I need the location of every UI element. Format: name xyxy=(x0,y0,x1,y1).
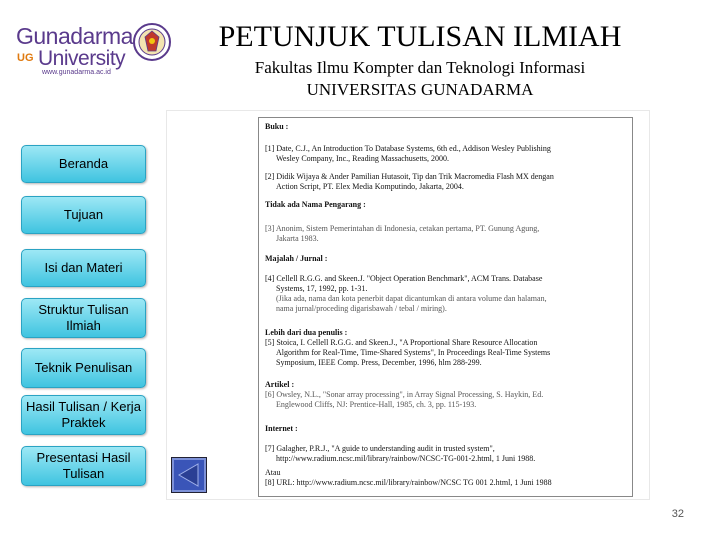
page-title: PETUNJUK TULISAN ILMIAH xyxy=(218,20,622,53)
nav-tujuan-button[interactable] xyxy=(21,196,146,234)
reference-line: Atau xyxy=(265,468,281,477)
section-heading: Majalah / Jurnal : xyxy=(265,254,328,263)
reference-line: [1] Date, C.J., An Introduction To Database Systems, 6th ed., Addison Wesley Publishing xyxy=(265,144,551,153)
nav-label: Teknik Penulisan xyxy=(34,360,133,375)
reference-line: Wesley Company, Inc., Reading Massachusetts, 2000. xyxy=(276,154,450,163)
section-heading: Internet : xyxy=(265,424,298,433)
reference-line: Jakarta 1983. xyxy=(276,234,319,243)
reference-line: [8] URL: http://www.radium.ncsc.mil/library/rainbow/NCSC TG 001 2.html, 1 Juni 1988 xyxy=(265,478,552,487)
nav-isi-dan-materi-button[interactable] xyxy=(21,249,146,287)
reference-line: nama jurnal/proceding digarisbawah / tebal / miring). xyxy=(276,304,447,313)
reference-document xyxy=(258,117,633,497)
section-heading: Lebih dari dua penulis : xyxy=(265,328,348,337)
logo-line2: University xyxy=(38,47,126,70)
university-seal-icon xyxy=(132,22,172,62)
nav-presentasi-hasil-tulisan-button[interactable] xyxy=(21,446,146,486)
section-heading: Buku : xyxy=(265,122,289,131)
nav-beranda-button[interactable] xyxy=(21,145,146,183)
nav-hasil-tulisan-button[interactable] xyxy=(21,395,146,435)
nav-struktur-tulisan-ilmiah-button[interactable] xyxy=(21,298,146,338)
reference-line: [3] Anonim, Sistem Pemerintahan di Indonesia, cetakan pertama, PT. Gunung Agung, xyxy=(265,224,540,233)
reference-line: [7] Galagher, P.R.J., "A guide to understanding audit in trusted system", xyxy=(265,444,495,453)
reference-line: Englewood Cliffs, NJ: Prentice-Hall, 1985, ch. 3, pp. 115-193. xyxy=(276,400,477,409)
reference-line: Systems, 17, 1992, pp. 1-31. xyxy=(276,284,368,293)
page-number: 32 xyxy=(671,508,684,520)
reference-line: [6] Owsley, N.L., "Sonar array processing", in Array Signal Processing, S. Haykin, Ed. xyxy=(265,390,544,399)
logo-line1: Gunadarma xyxy=(16,23,133,49)
nav-label: Struktur Tulisan Ilmiah xyxy=(38,302,129,333)
section-heading: Artikel : xyxy=(265,380,295,389)
reference-line: (Jika ada, nama dan kota penerbit dapat dicantumkan di antara volume dan halaman, xyxy=(276,294,547,303)
section-heading: Tidak ada Nama Pengarang : xyxy=(265,200,366,209)
reference-line: [5] Stoica, I. Cellell R.G.G. and Skeen.J., "A Proportional Share Resource Allocation xyxy=(265,338,538,347)
nav-label: Beranda xyxy=(58,156,109,171)
content-frame xyxy=(166,110,650,500)
reference-line: [4] Cellell R.G.G. and Skeen.J. "Object Operation Benchmark", ACM Trans. Database xyxy=(265,274,543,283)
page-subtitle: Fakultas Ilmu Kompter dan Teknologi Informasi xyxy=(254,58,586,77)
nav-label: Isi dan Materi xyxy=(44,260,123,275)
nav-label: Tujuan xyxy=(63,207,104,222)
logo-ug: UG xyxy=(17,52,34,64)
gunadarma-logo xyxy=(14,18,164,80)
logo-url: www.gunadarma.ac.id xyxy=(42,69,111,76)
nav-teknik-penulisan-button[interactable] xyxy=(21,348,146,388)
reference-line: [2] Didik Wijaya & Ander Pamilian Hutasoit, Tip dan Trik Macromedia Flash MX dengan xyxy=(265,172,554,181)
nav-label: Presentasi Hasil Tulisan xyxy=(36,450,131,481)
page-subtitle-university: UNIVERSITAS GUNADARMA xyxy=(306,80,534,99)
reference-line: Action Script, PT. Elex Media Komputindo, Jakarta, 2004. xyxy=(276,182,464,191)
nav-label: Hasil Tulisan / Kerja Praktek xyxy=(26,399,141,430)
reference-line: Symposium, IEEE Comp. Press, December, 1996, hlm 288-299. xyxy=(276,358,482,367)
triangle-left-icon xyxy=(172,458,206,492)
reference-line: http://www.radium.ncsc.mil/library/rainbow/NCSC-TG-001-2.html, 1 Juni 1988. xyxy=(276,454,536,463)
reference-line: Algorithm for Real-Time, Time-Shared Systems", In Proceedings Real-Time Systems xyxy=(276,348,551,357)
back-button[interactable] xyxy=(171,457,207,493)
